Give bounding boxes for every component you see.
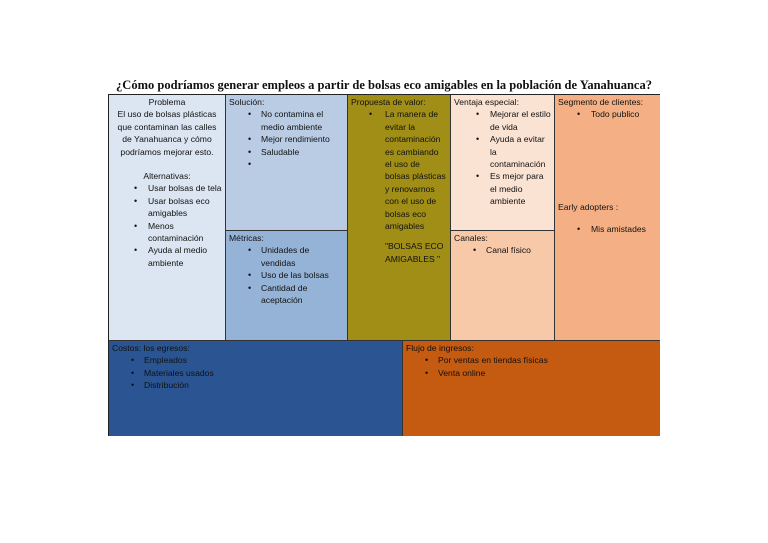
- cost-structure-block: [109, 341, 403, 436]
- customer-segments-list: [558, 108, 657, 120]
- metrics-list: [229, 244, 344, 306]
- list-item: • Usar bolsas eco amigables: [112, 195, 222, 220]
- list-item: • Por ventas en tiendas físicas: [406, 354, 657, 366]
- list-item: • Mis amistades: [558, 223, 657, 235]
- list-item: • Empleados: [112, 354, 399, 366]
- value-proposition-block: [348, 95, 451, 341]
- solution-header: Solución:: [229, 97, 265, 107]
- list-item: • Mejorar el estilo de vida: [454, 108, 551, 133]
- early-adopters-list: [558, 223, 657, 235]
- list-item: • Uso de las bolsas: [229, 269, 344, 281]
- unfair-advantage-header: Ventaja especial:: [454, 97, 519, 107]
- alternatives-list: [112, 182, 222, 269]
- list-item: • Todo publico: [558, 108, 657, 120]
- list-item: • La manera de evitar la contaminación es cambiando el uso de bolsas plásticas y renovarnos con el uso de bolsas eco amigables: [351, 108, 447, 232]
- list-item: • Mejor rendimiento: [229, 133, 344, 145]
- lean-canvas: [108, 94, 660, 436]
- problem-header: Problema: [148, 97, 186, 107]
- metrics-block: [226, 231, 348, 341]
- list-item: • Es mejor para el medio ambiente: [454, 170, 551, 207]
- cost-structure-header: Costos: los egresos:: [112, 343, 190, 353]
- early-adopters-header: Early adopters :: [558, 201, 619, 212]
- metrics-header: Métricas:: [229, 233, 264, 243]
- list-item: • Saludable: [229, 146, 344, 158]
- problem-text: El uso de bolsas plásticas que contaminan las calles de Yanahuanca y cómo podríamos mejorar esto.: [117, 109, 217, 157]
- solution-block: [226, 95, 348, 231]
- solution-list: [229, 108, 344, 158]
- customer-segments-header: Segmento de clientes:: [558, 97, 644, 107]
- cost-structure-list: [112, 354, 399, 391]
- list-item: • Menos contaminación: [112, 220, 222, 245]
- list-item: • Unidades de vendidas: [229, 244, 344, 269]
- list-item: • Cantidad de aceptación: [229, 282, 344, 307]
- list-item: • Canal físico: [454, 244, 551, 256]
- list-item: • Ayuda a evitar la contaminación: [454, 133, 551, 170]
- problem-block: [109, 95, 226, 341]
- list-item: • Materiales usados: [112, 367, 399, 379]
- unfair-advantage-list: [454, 108, 551, 207]
- value-proposition-list: [351, 108, 447, 232]
- list-item: • Ayuda al medio ambiente: [112, 244, 222, 269]
- list-item: • Distribución: [112, 379, 399, 391]
- channels-list: [454, 244, 551, 256]
- customer-segments-block: [555, 95, 660, 341]
- list-item: • Usar bolsas de tela: [112, 182, 222, 194]
- channels-block: [451, 231, 555, 341]
- page-title: ¿Cómo podríamos generar empleos a partir de bolsas eco amigables en la población de Yanahuanca?: [116, 78, 652, 92]
- revenue-streams-header: Flujo de ingresos:: [406, 343, 474, 353]
- value-proposition-header: Propuesta de valor:: [351, 97, 426, 107]
- slogan-text: "BOLSAS ECO AMIGABLES ": [385, 241, 444, 264]
- channels-header: Canales:: [454, 233, 488, 243]
- list-item: • Venta online: [406, 367, 657, 379]
- list-item: • No contamina el medio ambiente: [229, 108, 344, 133]
- alternatives-header: Alternativas:: [143, 171, 191, 182]
- unfair-advantage-block: [451, 95, 555, 231]
- revenue-streams-block: [403, 341, 660, 436]
- revenue-streams-list: [406, 354, 657, 379]
